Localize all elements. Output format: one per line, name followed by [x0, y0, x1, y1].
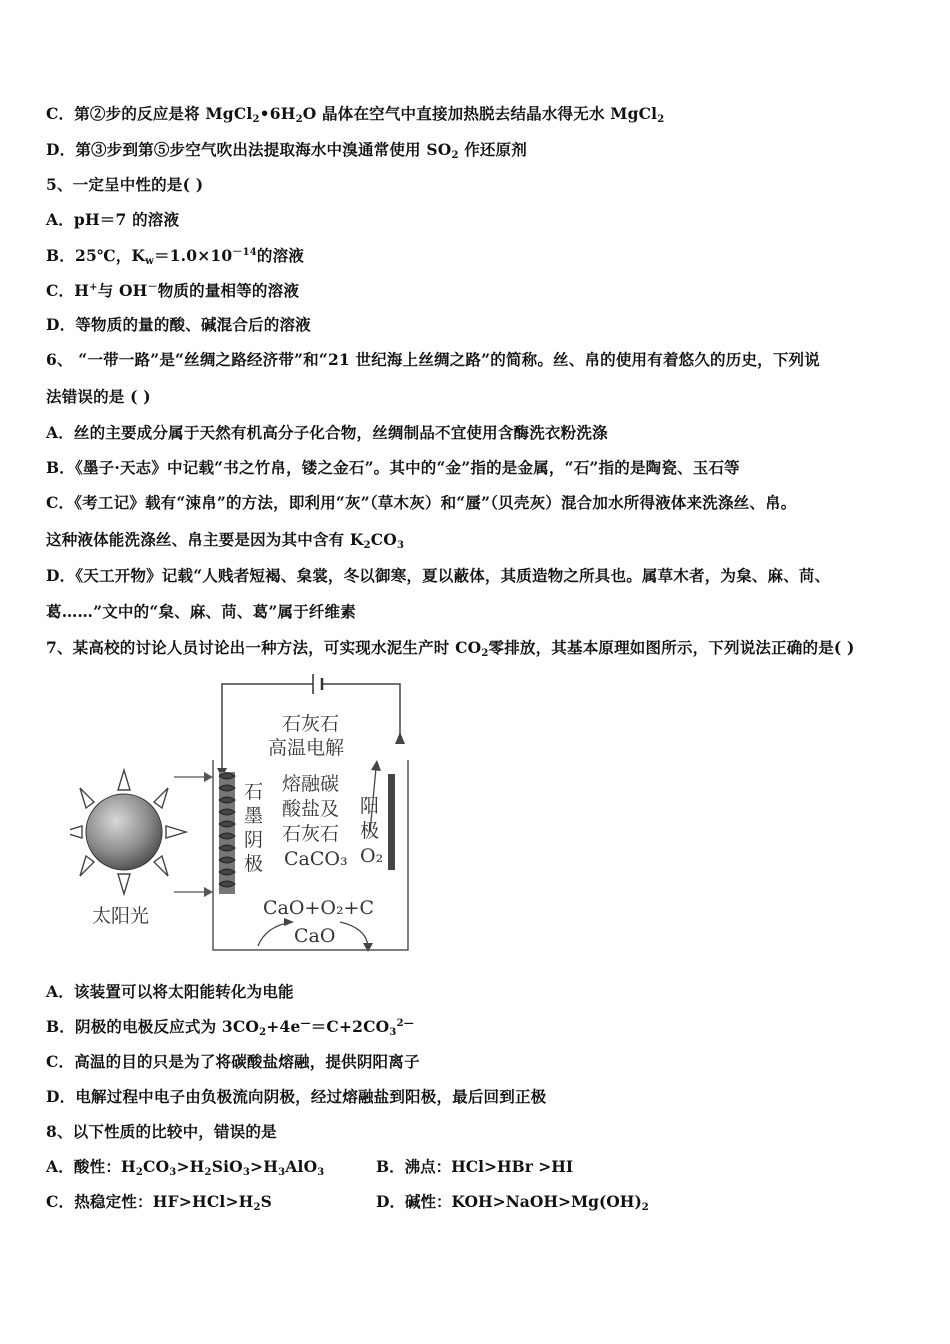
melt-label-2: 酸盐及	[282, 798, 340, 820]
wire-arrow-up	[395, 732, 405, 744]
anode-label-o2: O₂	[360, 845, 384, 867]
q5-option-d: D．等物质的量的酸、碱混合后的溶液	[46, 315, 311, 334]
anode-label-1: 阳	[360, 795, 380, 817]
label-limestone: 石灰石	[282, 713, 340, 735]
q8-option-d: D．碱性：$KOH>NaOH>Mg(OH)_2$	[376, 1192, 649, 1213]
q5-option-c: C．H+与 OH－物质的量相等的溶液	[46, 281, 300, 300]
anode-label-2: 极	[360, 820, 380, 842]
q8-option-b: B．沸点：HCl>HBr >HI	[376, 1157, 574, 1176]
o2-arrow-head	[371, 760, 381, 771]
q6-stem-line1: 6、 “一带一路”是“丝绸之路经济带”和“21 世纪海上丝绸之路”的简称。丝、帛的使用有着悠久的历史，下列说	[46, 350, 820, 369]
q4-option-c: C．第②步的反应是将 $MgCl_2•6H_2O$ 晶体在空气中直接加热脱去结晶水得无水 MgCl$_2$	[46, 104, 665, 125]
q8-option-c: C．热稳定性：$HF>HCl>H_2S$	[46, 1192, 273, 1213]
melt-label-4: CaCO₃	[284, 848, 348, 870]
sunlight-arrow-top-head	[204, 772, 213, 782]
q6-option-a: A．丝的主要成分属于天然有机高分子化合物，丝绸制品不宜使用含酶洗衣粉洗涤	[46, 423, 608, 442]
cathode-label-3: 阴	[244, 829, 264, 851]
cathode-label-1: 石	[244, 781, 264, 803]
q6-option-c-line2: 这种液体能洗涤丝、帛主要是因为其中含有 $K_2CO_3$	[46, 530, 405, 551]
q7-option-b: B．阴极的电极反应式为 $3CO_2+4e^—=C+2CO_3^{2—}$	[46, 1017, 414, 1038]
q4-option-d: D．第③步到第⑤步空气吹出法提取海水中溴通常使用 $SO_2$ 作还原剂	[46, 140, 528, 161]
sunlight-arrow-bottom-head	[204, 887, 213, 897]
cycle-arrow-left-head	[284, 918, 294, 926]
q6-option-d-line2: 葛……”文中的“枲、麻、苘、葛”属于纤维素	[46, 602, 356, 621]
q8-stem: 8、以下性质的比较中，错误的是	[46, 1122, 277, 1141]
q7-option-d: D．电解过程中电子由负极流向阴极，经过熔融盐到阳极，最后回到正极	[46, 1087, 547, 1106]
q6-stem-line2: 法错误的是 ( )	[46, 387, 151, 406]
q7-option-a: A．该装置可以将太阳能转化为电能	[46, 982, 294, 1001]
q7-option-c: C．高温的目的只是为了将碳酸盐熔融，提供阴阳离子	[46, 1052, 420, 1071]
cathode-label-2: 墨	[244, 805, 264, 827]
sun-icon	[70, 770, 186, 894]
cathode-label-4: 极	[244, 853, 264, 875]
q5-option-a: A．pH＝7 的溶液	[46, 210, 180, 229]
label-high-temp-electrolysis: 高温电解	[268, 737, 345, 759]
cycle-arrow-left	[258, 922, 292, 946]
q7-stem: 7、某高校的讨论人员讨论出一种方法，可实现水泥生产时 $CO_2$零排放，其基本原理如图所示，下列说法正确的是( )	[46, 638, 855, 659]
sunlight-label: 太阳光	[92, 905, 150, 927]
melt-label-1: 熔融碳	[282, 773, 340, 795]
q8-option-a: A．酸性：$H_2CO_3>H_2SiO_3>H_3AlO_3$	[46, 1157, 325, 1178]
graphite-cathode	[219, 772, 235, 894]
melt-label-3: 石灰石	[282, 823, 340, 845]
q6-option-c-line1: C．《考工记》载有“涑帛”的方法，即利用“灰”（草木灰）和“蜃”（贝壳灰）混合加水所得液体来洗涤丝、帛。	[46, 493, 797, 512]
q5-option-b: B．25℃，$K_w=1.0\times 10^{-14}$的溶液	[46, 246, 305, 267]
electrolysis-diagram	[70, 672, 420, 957]
q6-option-d-line1: D．《天工开物》记载“人贱者短褐、枲裳，冬以御寒，夏以蔽体，其质造物之所具也。属草木者，为枲、麻、苘、	[46, 566, 831, 585]
q6-option-b: B．《墨子·天志》中记载“书之竹帛，镂之金石”。其中的“金”指的是金属，“石”指的是陶瓷、玉石等	[46, 458, 740, 477]
cycle-arrow-right	[340, 922, 368, 946]
reaction-label: CaO+O₂+C	[263, 897, 375, 919]
product-label: CaO	[294, 925, 336, 947]
anode-rod	[388, 774, 395, 870]
q5-stem: 5、一定呈中性的是( )	[46, 175, 204, 194]
